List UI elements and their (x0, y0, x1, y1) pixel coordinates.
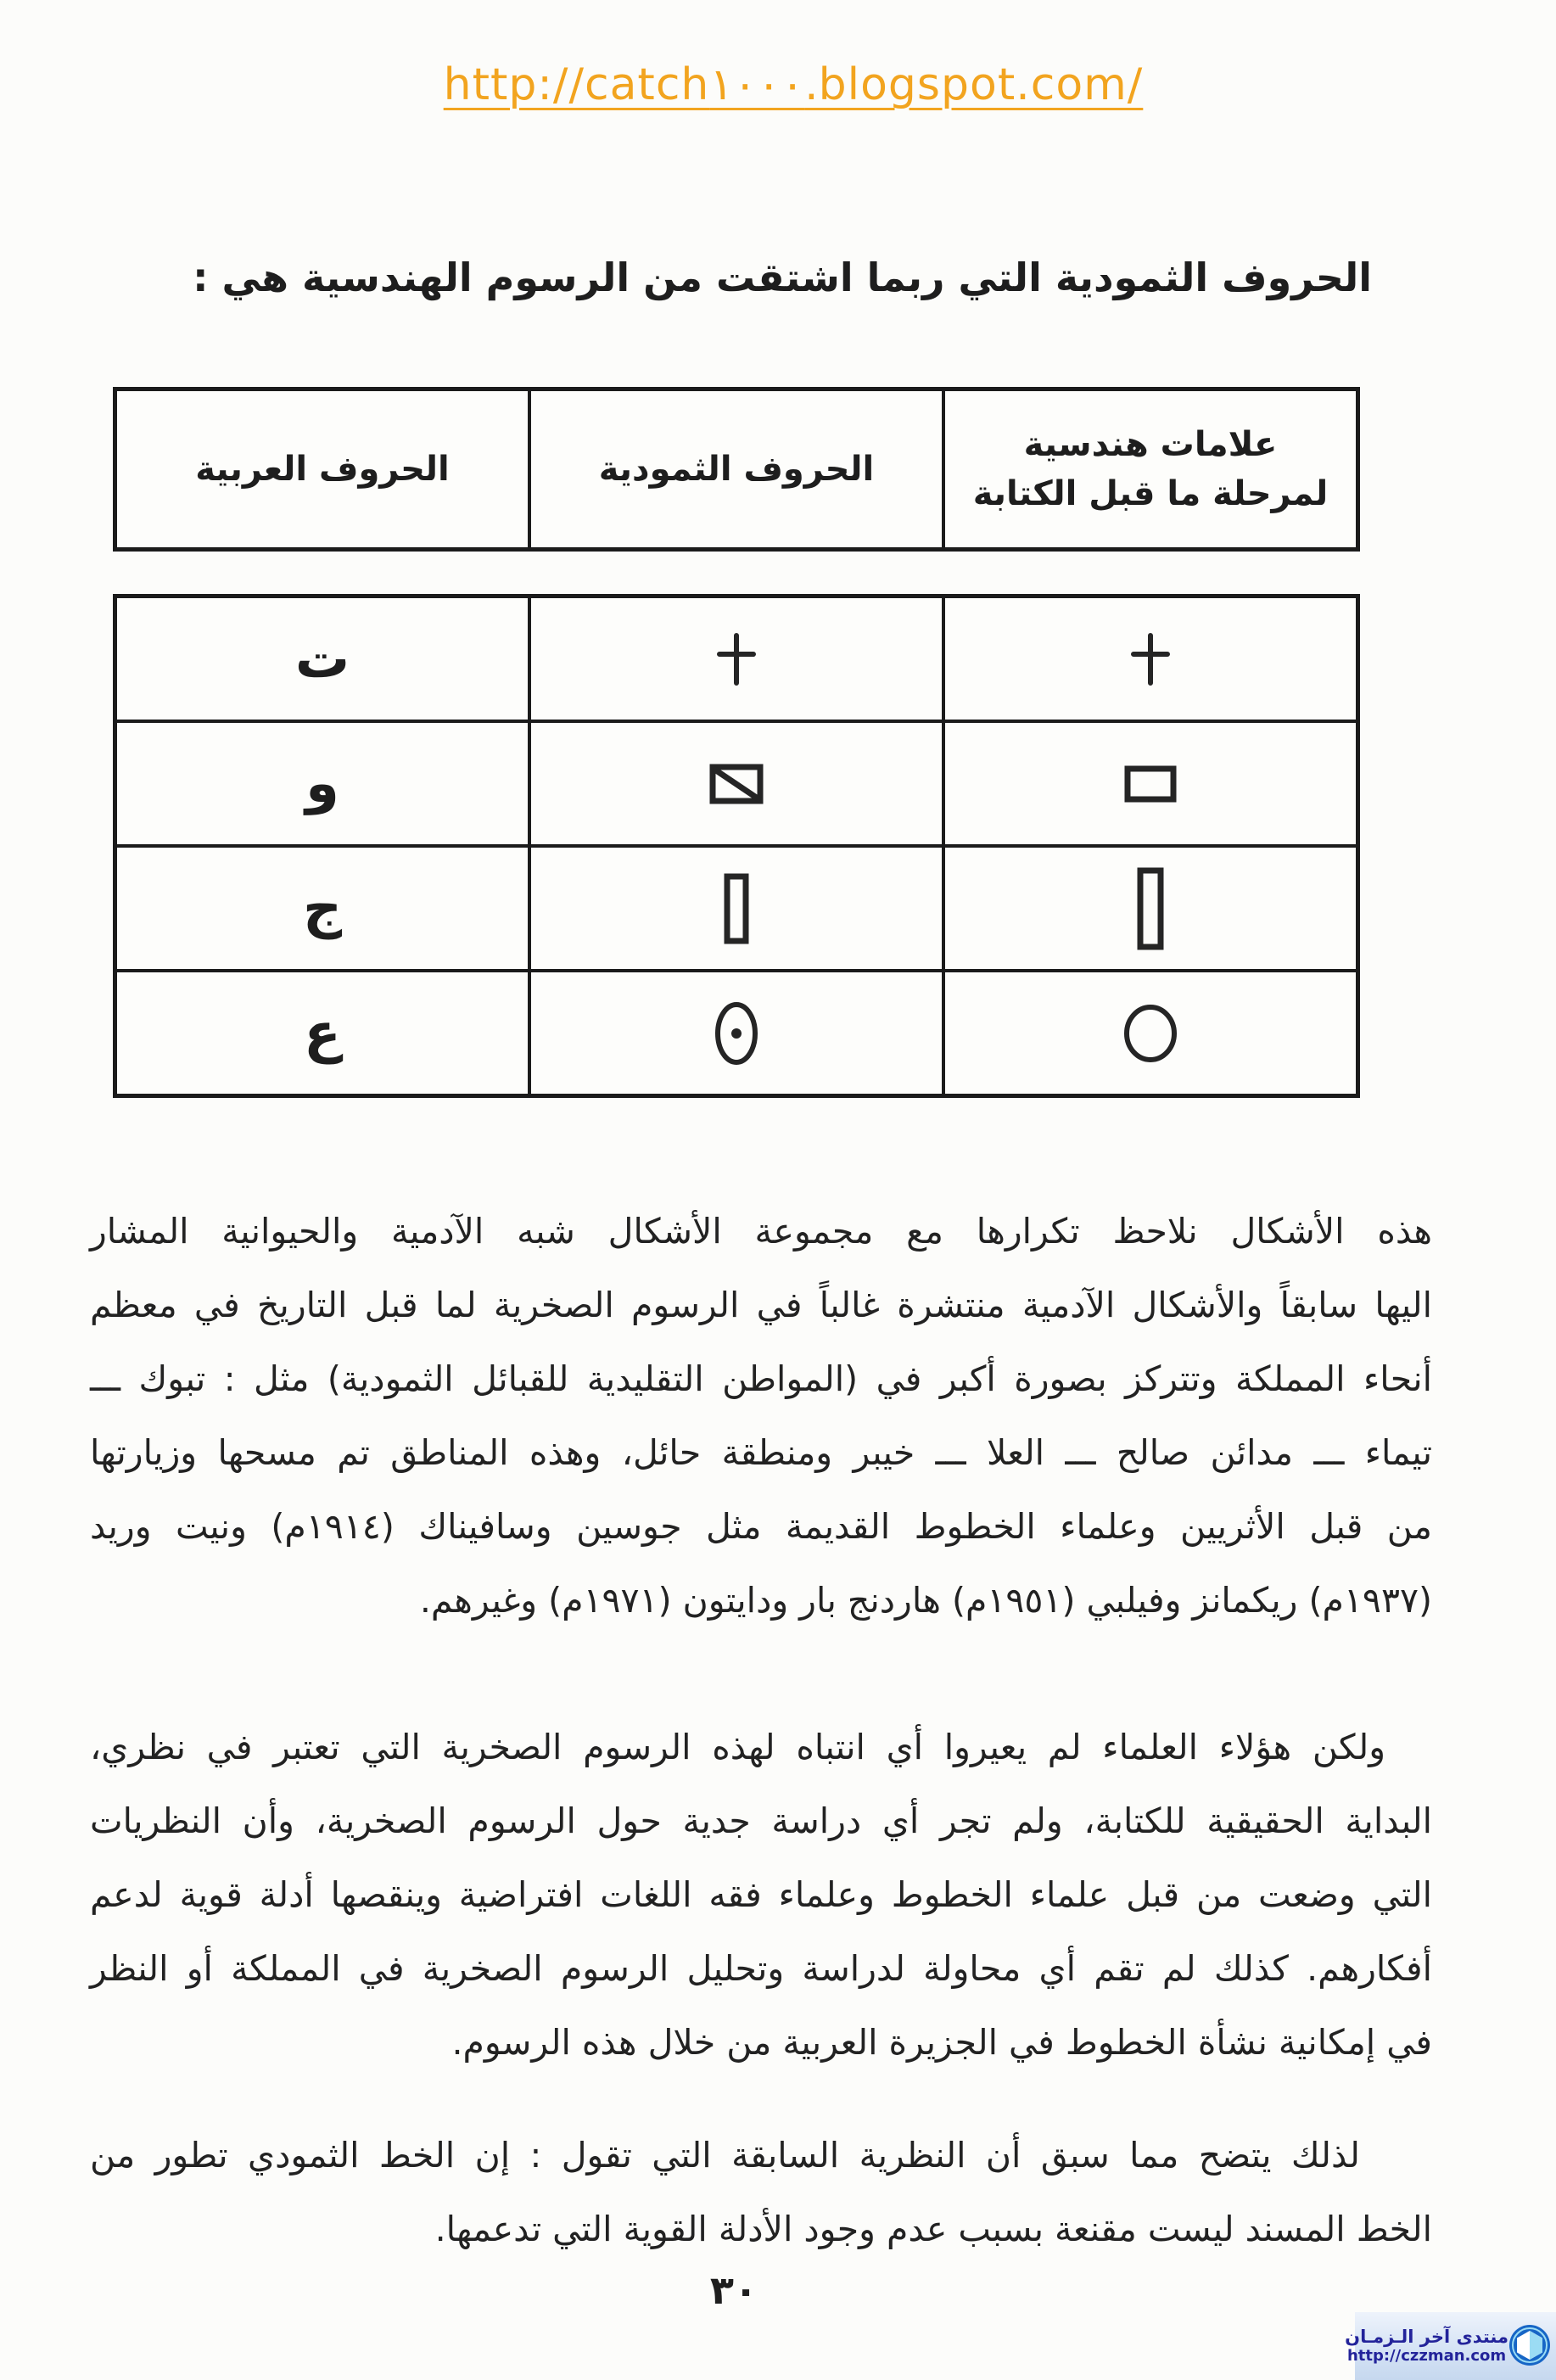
letters-table-header (113, 387, 1360, 552)
thamudic-symbol-rect-diagonal (529, 721, 943, 846)
geometric-symbol-rect (943, 721, 1357, 846)
thamudic-symbol-tall-rect (529, 846, 943, 971)
arabic-letter: ع (115, 971, 529, 1095)
forum-watermark-text (1345, 2327, 1508, 2365)
text-line: لذلك يتضح مما سبق أن النظرية السابقة التي تقول : إن الخط الثمودي تطور من (90, 2135, 1360, 2176)
text-line: من قبل الأثريين وعلماء الخطوط القديمة مثل جوسين وسافيناك (١٩١٤م) ونيت وريد (90, 1506, 1432, 1547)
geometric-symbol-tall-rect-large (943, 846, 1357, 971)
text-line: ولكن هؤلاء العلماء لم يعيروا أي انتباه لهذه الرسوم الصخرية التي تعتبر في نظري، (90, 1727, 1385, 1767)
text-line: تيماء ـــ مدائن صالح ـــ العلا ـــ خيبر ومنطقة حائل، وهذه المناطق تم مسحها وزيارتها (90, 1432, 1432, 1473)
arabic-letter: ت (115, 596, 529, 721)
forum-logo-icon (1508, 2324, 1551, 2366)
text-line: التي وضعت من قبل علماء الخطوط وعلماء فقه اللغات افتراضية وينقصها أدلة قوية لدعم (90, 1874, 1432, 1915)
thamudic-symbol-plus (529, 596, 943, 721)
text-line: أفكارهم. كذلك لم تقم أي محاولة لدراسة وتحليل الرسوم الصخرية في المملكة أو النظر (90, 1948, 1432, 1989)
header-cell-arabic-letters: الحروف العربية (115, 389, 529, 549)
forum-watermark (1345, 2312, 1556, 2380)
paragraph-1 (90, 1195, 1432, 1638)
text-line: اليها سابقاً والأشكال الآدمية منتشرة غالباً في الرسوم الصخرية لما قبل التاريخ في معظم (90, 1285, 1432, 1325)
text-line: في إمكانية نشأة الخطوط في الجزيرة العربية من خلال هذه الرسوم. (451, 2022, 1432, 2063)
text-line: الخط المسند ليست مقنعة بسبب عدم وجود الأدلة القوية التي تدعمها. (434, 2209, 1432, 2249)
header-geometric-line1: علامات هندسية (1023, 425, 1278, 464)
body-text (90, 1195, 1432, 2266)
top-url-link[interactable]: http://catch١٠٠٠.blogspot.com/ (443, 59, 1144, 110)
text-line: (١٩٣٧م) ريكمانز وفيلبي (١٩٥١م) هاردنج بار ودايتون (١٩٧١م) وغيرهم. (419, 1580, 1432, 1621)
arabic-letter: و (115, 721, 529, 846)
geometric-symbol-plus (943, 596, 1357, 721)
header-cell-geometric-marks (943, 389, 1357, 549)
header-cell-thamudic-letters: الحروف الثمودية (529, 389, 943, 549)
arabic-letter: ج (115, 846, 529, 971)
text-line: أنحاء المملكة وتتركز بصورة أكبر في (المواطن التقليدية للقبائل الثمودية) مثل : تبوك ـــ (90, 1358, 1432, 1399)
header-geometric-line2: لمرحلة ما قبل الكتابة (972, 474, 1329, 513)
page-heading: الحروف الثمودية التي ربما اشتقت من الرسوم الهندسية هي : (193, 255, 1372, 300)
page-number: ٣٠ (709, 2267, 758, 2313)
paragraph-2 (90, 1711, 1432, 2080)
text-line: البداية الحقيقية للكتابة، ولم تجر أي دراسة جدية حول الرسوم الصخرية، وأن النظريات (90, 1800, 1432, 1841)
letters-table-body (113, 594, 1360, 1098)
forum-url-link[interactable]: http://czzman.com (1346, 2346, 1507, 2365)
forum-name: منتدى آخر الـزمـان (1345, 2326, 1508, 2347)
geometric-symbol-oval (943, 971, 1357, 1095)
thamudic-symbol-oval-dot (529, 971, 943, 1095)
text-line: هذه الأشكال نلاحظ تكرارها مع مجموعة الأشكال شبه الآدمية والحيوانية المشار (90, 1211, 1432, 1252)
paragraph-3 (90, 2119, 1432, 2266)
